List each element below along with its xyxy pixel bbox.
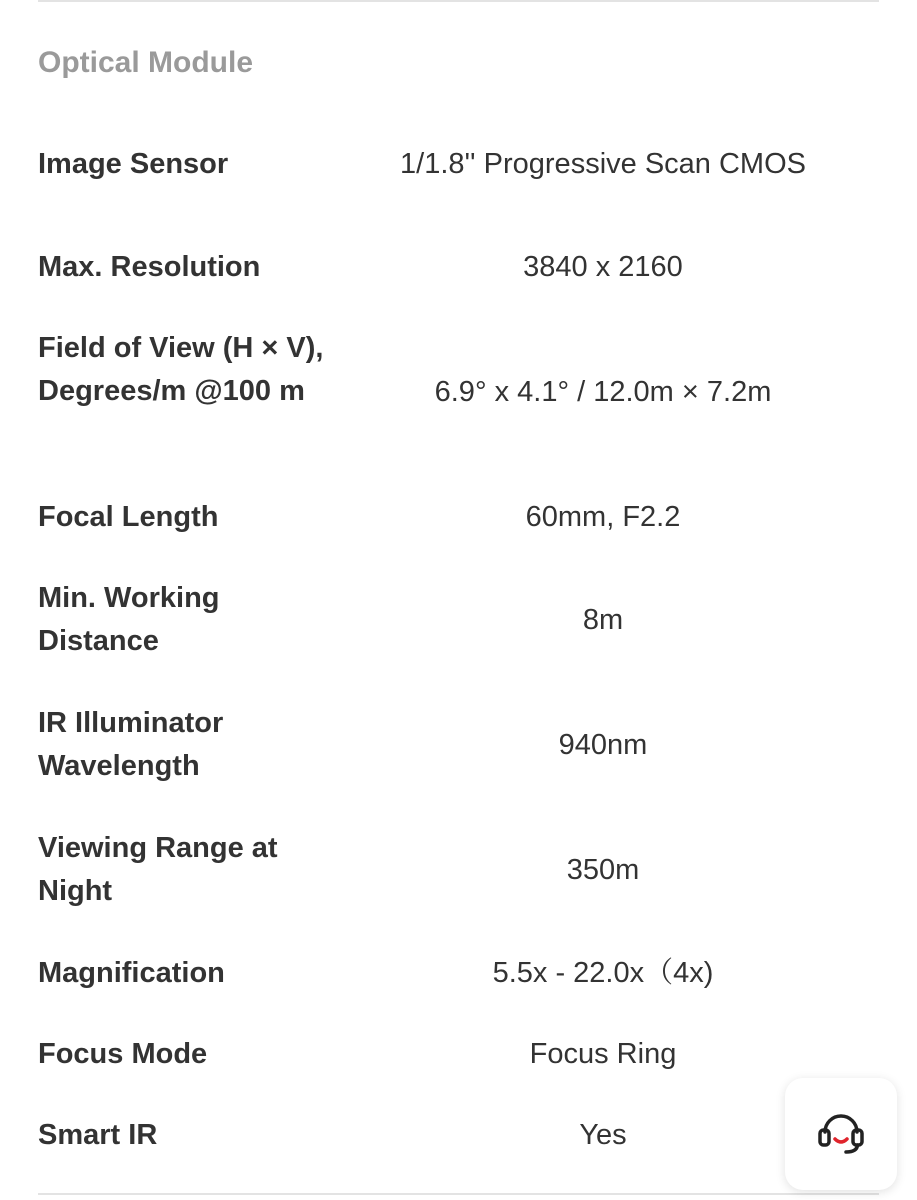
spec-value: 5.5x - 22.0x（4x)	[492, 957, 714, 989]
spec-value: 8m	[582, 604, 624, 636]
spec-label: Focal Length	[38, 501, 219, 533]
customer-support-headset-icon	[813, 1104, 869, 1165]
spec-label: Viewing Range at Night	[38, 832, 278, 907]
spec-value: Focus Ring	[529, 1038, 677, 1070]
spec-value: 60mm, F2.2	[525, 501, 681, 533]
spec-label: Focus Mode	[38, 1038, 208, 1070]
spec-value: 350m	[566, 854, 640, 886]
bottom-divider	[38, 1193, 879, 1195]
section-title: Optical Module	[38, 46, 254, 79]
spec-label: Field of View (H × V), Degrees/m @100 m	[38, 332, 324, 407]
spec-value: 3840 x 2160	[523, 251, 683, 283]
spec-label: IR Illuminator Wavelength	[38, 707, 224, 782]
top-divider	[38, 0, 879, 2]
spec-value: 940nm	[558, 729, 648, 761]
spec-label: Max. Resolution	[38, 251, 261, 283]
spec-label: Magnification	[38, 957, 225, 989]
spec-label: Image Sensor	[38, 148, 229, 180]
spec-value: 1/1.8'' Progressive Scan CMOS	[400, 148, 806, 180]
spec-value: 6.9° x 4.1° / 12.0m × 7.2m	[434, 376, 772, 408]
spec-label: Min. Working Distance	[38, 582, 220, 657]
spec-label: Smart IR	[38, 1119, 158, 1151]
spec-value: Yes	[579, 1119, 627, 1151]
customer-support-button[interactable]	[785, 1078, 897, 1190]
